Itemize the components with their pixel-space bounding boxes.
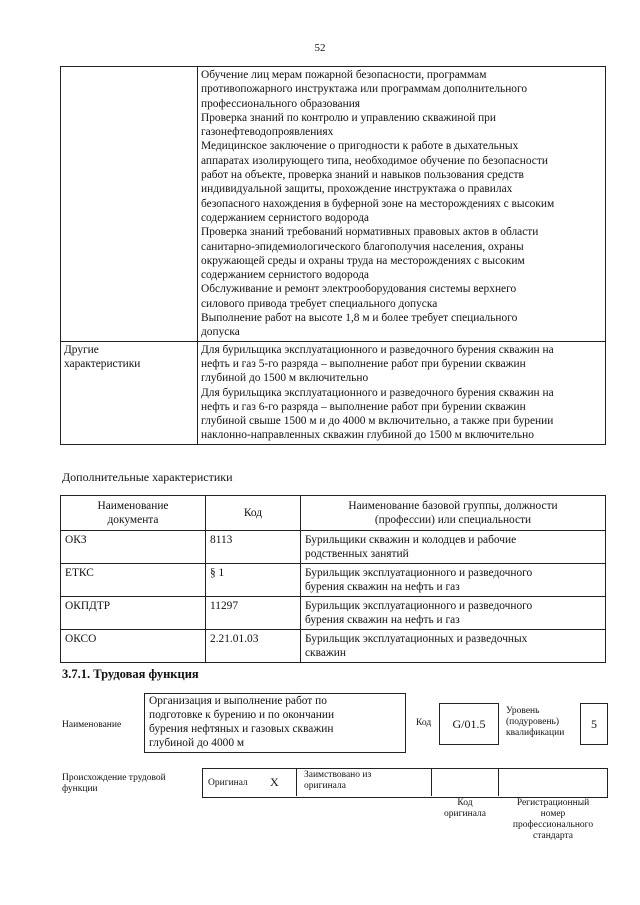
requirements-table	[60, 66, 606, 445]
other-line: Для бурильщика эксплуатационного и разведочного бурения скважин на	[201, 343, 554, 356]
name-line: скважин	[305, 647, 346, 659]
table-row	[61, 597, 606, 630]
requirement-line: Обслуживание и ремонт электрооборудования системы верхнего	[201, 283, 517, 296]
requirement-line: индивидуальной защиты, прохождение инструктажа о правилах	[201, 183, 513, 196]
function-name-line: бурения нефтяных и газовых скважин	[149, 723, 334, 735]
qualification-level-value: 5	[580, 703, 608, 745]
name-line: бурения скважин на нефть и газ	[305, 614, 460, 626]
function-name-box	[144, 693, 406, 753]
name-cell	[301, 564, 606, 597]
origin-divider	[498, 768, 499, 796]
function-name-label: Наименование	[62, 720, 122, 730]
requirement-line: силового привода требует специального допуска	[201, 297, 438, 310]
other-line: нефть и газ 5-го разряда – выполнение работ при бурении скважин	[201, 357, 526, 370]
requirement-line: содержанием сернистого водорода	[201, 269, 369, 282]
code-original-line: Код	[457, 798, 473, 808]
table-row	[61, 564, 606, 597]
other-line: нефть и газ 6-го разряда – выполнение работ при бурении скважин	[201, 400, 526, 413]
original-label: Оригинал	[208, 778, 248, 788]
header-line: Код	[243, 507, 263, 519]
doc-cell: ЕТКС	[61, 564, 206, 597]
requirement-line: допуска	[201, 326, 240, 339]
name-cell	[301, 630, 606, 663]
name-line: Бурильщики скважин и колодцев и рабочие	[305, 534, 517, 546]
table-row	[61, 630, 606, 663]
borrowed-label-line: Заимствовано из	[304, 770, 372, 780]
requirement-line: аппаратах изолирующего типа, необходимое обучение по безопасности	[201, 154, 548, 167]
name-line: Бурильщик эксплуатационных и разведочных	[305, 633, 528, 645]
doc-cell: ОКЗ	[61, 531, 206, 564]
header-code	[206, 496, 301, 531]
requirement-line: Обучение лиц мерам пожарной безопасности, программам	[201, 69, 487, 81]
origin-label-line: функции	[62, 784, 98, 794]
code-cell: 8113	[206, 531, 301, 564]
origin-table	[202, 768, 608, 798]
name-line: Бурильщик эксплуатационного и разведочного	[305, 567, 533, 579]
requirement-line: профессионального образования	[201, 97, 361, 110]
code-label: Код	[416, 718, 432, 728]
level-label	[506, 706, 578, 739]
registration-number-label	[500, 798, 606, 842]
name-line: бурения скважин на нефть и газ	[305, 581, 460, 593]
origin-divider	[296, 768, 297, 796]
label-line: характеристики	[64, 357, 141, 370]
borrowed-label-line: оригинала	[304, 781, 346, 791]
other-line: глубиной до 1500 м включительно	[201, 372, 369, 385]
requirement-line: Медицинское заключение о пригодности к работе в дыхательных	[201, 140, 519, 153]
name-cell	[301, 597, 606, 630]
other-line: наклонно-направленных скважин глубиной до 1500 м включительно	[201, 429, 534, 442]
level-label-line: (подуровень)	[506, 717, 560, 727]
table-row	[61, 341, 606, 444]
section-title: 3.7.1. Трудовая функция	[62, 667, 199, 681]
origin-label	[62, 773, 166, 795]
code-original-line: оригинала	[444, 809, 486, 819]
requirement-line: окружающей среды и охраны труда на месторождениях с высоким	[201, 254, 525, 267]
requirement-line: Проверка знаний требований нормативных правовых актов в области	[201, 226, 539, 239]
additional-characteristics-title: Дополнительные характеристики	[62, 470, 233, 484]
other-characteristics-cell	[198, 341, 606, 444]
requirement-line: Проверка знаний по контролю и управлению скважиной при	[201, 111, 496, 124]
name-line: родственных занятий	[305, 548, 409, 560]
header-document	[61, 496, 206, 531]
doc-cell: ОКПДТР	[61, 597, 206, 630]
code-cell: § 1	[206, 564, 301, 597]
code-cell: 11297	[206, 597, 301, 630]
name-cell	[301, 531, 606, 564]
reg-number-line: профессионального	[512, 820, 594, 830]
function-name-line: глубиной до 4000 м	[149, 737, 245, 749]
original-mark: X	[270, 775, 279, 789]
requirement-line: санитарно-эпидемиологического благополучия населения, охраны	[201, 240, 524, 253]
page-number: 52	[314, 42, 326, 54]
requirement-line: безопасного нахождения в буферной зоне на месторождениях с высоким	[201, 197, 555, 210]
function-name-line: подготовке к бурению и по окончании	[149, 709, 335, 721]
other-characteristics-label	[61, 341, 198, 444]
empty-label-cell	[61, 67, 198, 342]
doc-cell: ОКСО	[61, 630, 206, 663]
code-value: G/01.5	[439, 703, 499, 745]
header-line: документа	[107, 514, 159, 526]
borrowed-label	[304, 770, 371, 792]
origin-divider	[431, 768, 432, 796]
other-line: Для бурильщика эксплуатационного и разведочного бурения скважин на	[201, 386, 554, 399]
label-line: Другие	[64, 343, 99, 356]
requirements-cell	[198, 67, 606, 342]
requirement-line: противопожарного инструктажа или программам дополнительного	[201, 83, 528, 96]
level-label-line: квалификации	[506, 728, 565, 738]
requirement-line: Выполнение работ на высоте 1,8 м и более требует специального	[201, 312, 518, 325]
reg-number-line: номер	[540, 809, 566, 819]
header-line: Наименование	[97, 500, 169, 512]
additional-characteristics-table	[60, 495, 606, 663]
level-label-line: Уровень	[506, 706, 540, 716]
header-name	[301, 496, 606, 531]
origin-label-line: Происхождение трудовой	[62, 773, 166, 783]
table-row	[61, 67, 606, 342]
header-line: (профессии) или специальности	[374, 514, 532, 526]
code-cell: 2.21.01.03	[206, 630, 301, 663]
reg-number-line: Регистрационный	[516, 798, 590, 808]
requirement-line: работ на объекте, проверка знаний и навыков пользования средств	[201, 169, 524, 182]
table-row	[61, 531, 606, 564]
table-header-row	[61, 496, 606, 531]
name-line: Бурильщик эксплуатационного и разведочного	[305, 600, 533, 612]
other-line: глубиной свыше 1500 м и до 4000 м включительно, а также при бурении	[201, 415, 554, 428]
function-name-line: Организация и выполнение работ по	[149, 695, 327, 707]
reg-number-line: стандарта	[533, 831, 573, 841]
requirement-line: содержанием сернистого водорода	[201, 211, 369, 224]
requirement-line: газонефтеводопроявлениях	[201, 126, 334, 139]
code-original-label	[432, 798, 498, 820]
header-line: Наименование базовой группы, должности	[348, 500, 558, 512]
